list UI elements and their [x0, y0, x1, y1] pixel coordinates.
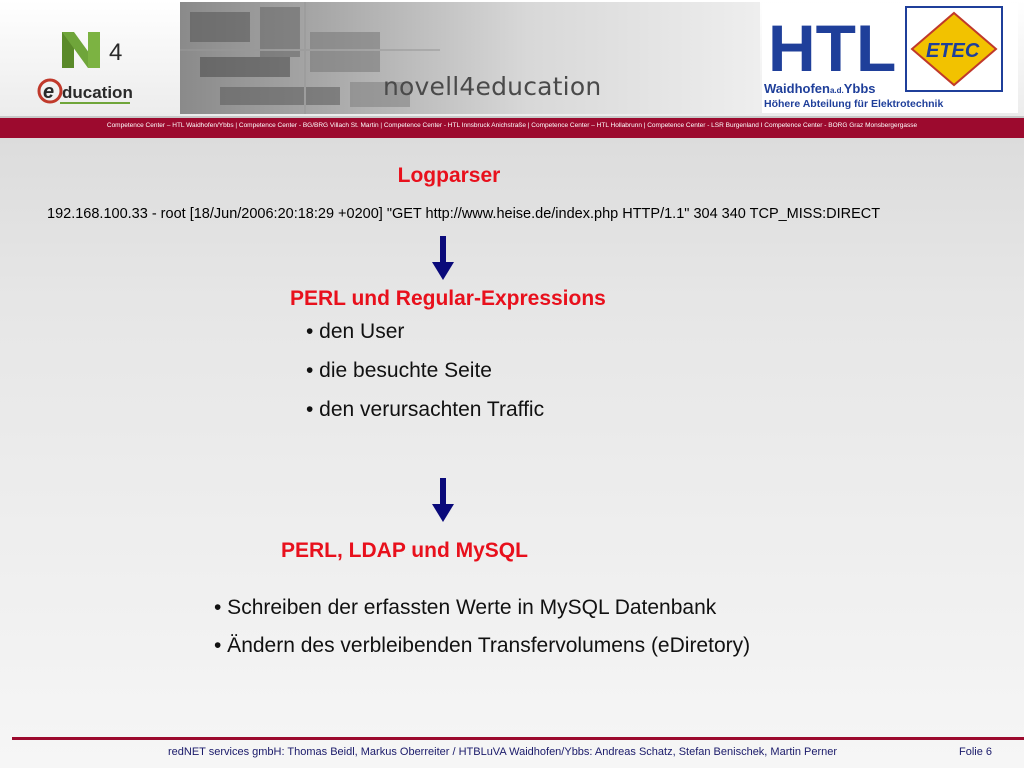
n4-superscript: 4 — [109, 39, 123, 66]
footer-credits: redNET services gmbH: Thomas Beidl, Markus Oberreiter / HTBLuVA Waidhofen/Ybbs: Andreas Schatz, Stefan Benischek, Martin Perner — [168, 746, 838, 758]
list-item: • Schreiben der erfassten Werte in MySQL Datenbank — [214, 596, 717, 619]
list-item: • Ändern des verbleibenden Transfervolumens (eDiretory) — [214, 634, 751, 657]
n4-education-logo — [30, 18, 140, 106]
htl-location-end: Ybbs — [843, 81, 876, 96]
list-item: • den User — [306, 320, 405, 343]
htl-text: HTL — [768, 11, 897, 85]
svg-text:Waidhofena.d.Ybbs — [764, 81, 876, 96]
htl-location-small: a.d. — [829, 86, 844, 95]
brand-wordmark: novell4education — [383, 72, 602, 101]
log-line-example: 192.168.100.33 - root [18/Jun/2006:20:18:29 +0200] "GET http://www.heise.de/index.php HTTP/1.1" 304 340 TCP_MISS:DIRECT — [47, 206, 881, 222]
slide-number: Folie 6 — [959, 746, 993, 758]
arrow-down-icon — [431, 478, 455, 524]
section-perl-ldap-mysql-title: PERL, LDAP und MySQL — [281, 539, 528, 562]
etec-text: ETEC — [926, 40, 980, 62]
section-perl-ldap-mysql-list — [214, 596, 750, 672]
htl-etec-logo — [762, 3, 1018, 113]
slide-title: Logparser — [397, 164, 501, 187]
list-item: • die besuchte Seite — [306, 359, 492, 382]
n4-letter-e: e — [43, 81, 55, 103]
arrow-down-icon — [431, 236, 455, 282]
footer-divider — [12, 737, 1024, 740]
section-perl-regex-title: PERL und Regular-Expressions — [290, 287, 606, 310]
slide-header — [0, 0, 1024, 116]
htl-subtitle: Höhere Abteilung für Elektrotechnik — [764, 98, 944, 110]
section-perl-regex-list — [306, 320, 544, 437]
list-item: • den verursachten Traffic — [306, 398, 545, 421]
competence-strip-text: Competence Center – HTL Waidhofen/Ybbs | Competence Center - BG/BRG Villach St. Martin | Competence Center - HTL Innsbruck Anichstraße | Competence Center – HTL Hollabrunn | Competence Center - LSR Burgenland I Competence Center - BORG Graz Monsbergergasse — [106, 122, 918, 129]
n4-word: ducation — [62, 83, 133, 102]
htl-location-main: Waidhofen — [764, 81, 830, 96]
